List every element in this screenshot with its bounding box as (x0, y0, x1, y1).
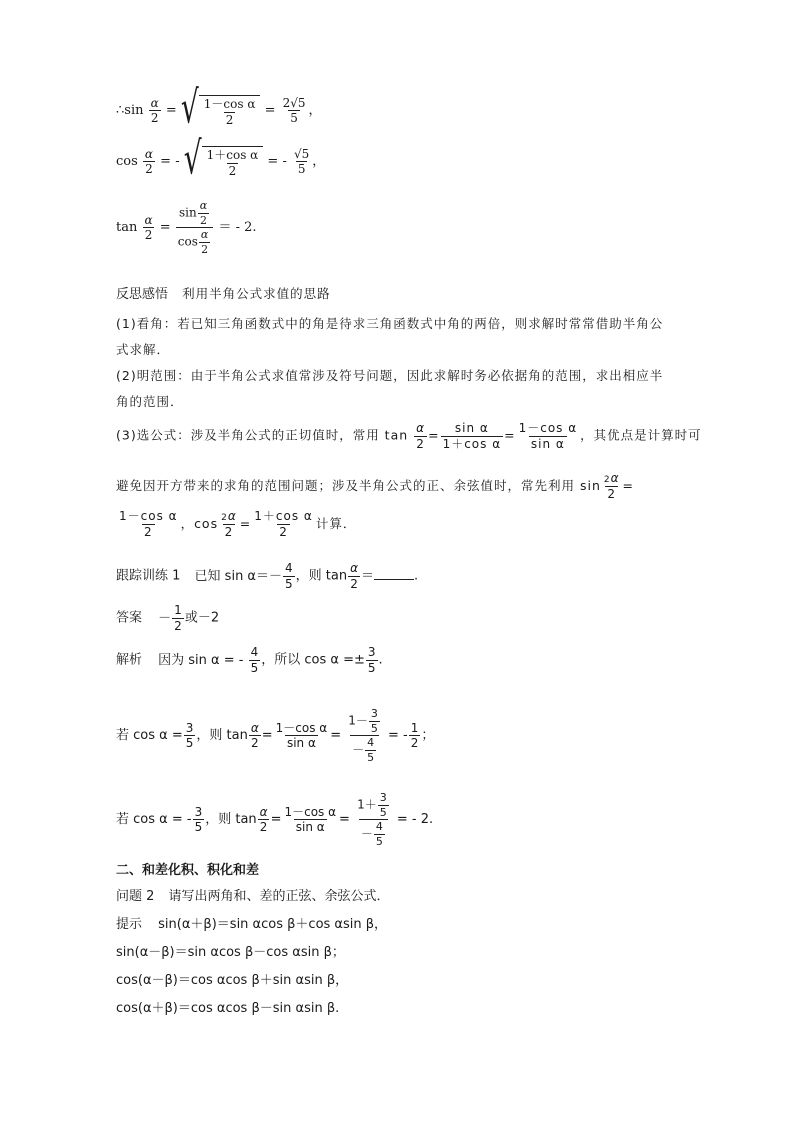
section2-heading: 二、和差化积、积化和差 (116, 863, 260, 878)
reflection-p3-line1: (3)选公式：涉及半角公式的正切值时，常用 tan $\frac{\alpha}{2}$ = $\frac{\text{sin α}}{\text{1＋cos α}}$ = $\frac{\text{1－cos α}}{\text{sin α}}$ ，其优点是计算时可 (116, 421, 702, 451)
case2-line: 若 cos α = - $\frac{3}{5}$ ，则 tan $\frac{\alpha}{2}$ = $\frac{\text{1－cos α}}{\text{sin α}}$ = 1＋ $\frac{3}{5}$ － $\frac{4}{5}$ = - 2. (116, 791, 434, 848)
fraction: $\frac{\alpha}{2}$ (144, 146, 154, 177)
eq-sin-half: ∴sin $\frac{\alpha}{2}$ = √ $\frac{\text{1－cos α}}{2}$ = $\frac{2√5}{5}$ ， (116, 80, 322, 134)
exercise-question: 跟踪训练 1 已知 sin α＝－ $\frac{4}{5}$ ，则 tan $\frac{\alpha}{2}$ ＝ . (116, 561, 419, 591)
reflection-p3-line3: $\frac{\text{1－cos α}}{2}$ ，cos $\frac{2\alpha}{2}$ = $\frac{\text{1＋cos α}}{2}$ 计算． (119, 509, 357, 540)
analysis-line: 解析 因为 sin α = - $\frac{4}{5}$ ，所以 cos α =± $\frac{3}{5}$ . (116, 645, 383, 675)
formula-sin-diff: sin(α－β)＝sin αcos β－cos αsin β； (116, 945, 345, 960)
fraction: $\frac{2√5}{5}$ (282, 95, 306, 126)
eq-cos-half: cos $\frac{\alpha}{2}$ = - √ $\frac{\text{1＋cos α}}{2}$ = - $\frac{√5}{5}$ ， (116, 131, 326, 185)
reflection-p1: (1)看角：若已知三角函数式中的角是待求三角函数式中角的两倍，则求解时常常借助半角公 (116, 316, 664, 331)
reflection-p2: (2)明范围：由于半角公式求值常涉及符号问题，因此求解时务必依据角的范围，求出相应半 (116, 368, 664, 383)
formula-cos-diff: cos(α－β)＝cos αcos β＋sin αsin β， (116, 973, 349, 988)
answer-line: 答案 － $\frac{1}{2}$ 或－2 (116, 603, 220, 633)
reflection-p2b: 角的范围． (116, 394, 184, 409)
compound-fraction: sin $\frac{\alpha}{2}$ cos $\frac{\alpha}{2}$ (176, 200, 214, 255)
reflection-heading (116, 288, 331, 301)
fraction: $\frac{\alpha}{2}$ (150, 95, 159, 126)
fraction: $\frac{\alpha}{2}$ (144, 212, 153, 243)
case1-line: 若 cos α = $\frac{3}{5}$ ，则 tan $\frac{\alpha}{2}$ = $\frac{\text{1－cos α}}{\text{sin α}}$ = 1－ $\frac{3}{5}$ － $\frac{4}{5}$ = - $\frac{1}{2}$ ； (116, 707, 435, 764)
sqrt: √ $\frac{\text{1－cos α}}{2}$ (181, 95, 261, 126)
reflection-subtitle: 利用半角公式求值的思路 (182, 286, 331, 301)
reflection-p3-line2: 避免因开方带来的求角的范围问题；涉及半角公式的正、余弦值时，常先利用 sin $\frac{2\alpha}{2}$ = (116, 471, 635, 502)
fraction: $\frac{√5}{5}$ (294, 146, 310, 177)
hint-line: 提示 sin(α＋β)＝sin αcos β＋cos αsin β， (116, 917, 388, 932)
reflection-title: 反思感悟 (116, 287, 169, 302)
answer-blank (374, 567, 414, 580)
reflection-p1b: 式求解． (116, 342, 171, 357)
sqrt: √ $\frac{\text{1＋cos α}}{2}$ (184, 146, 264, 177)
eq-tan-half: tan $\frac{\alpha}{2}$ = sin $\frac{\alpha}{2}$ cos $\frac{\alpha}{2}$ ＝ - 2. (116, 199, 257, 256)
problem2-line: 问题 2 请写出两角和、差的正弦、余弦公式． (116, 889, 390, 904)
formula-cos-sum: cos(α＋β)＝cos αcos β－sin αsin β. (116, 1001, 340, 1016)
